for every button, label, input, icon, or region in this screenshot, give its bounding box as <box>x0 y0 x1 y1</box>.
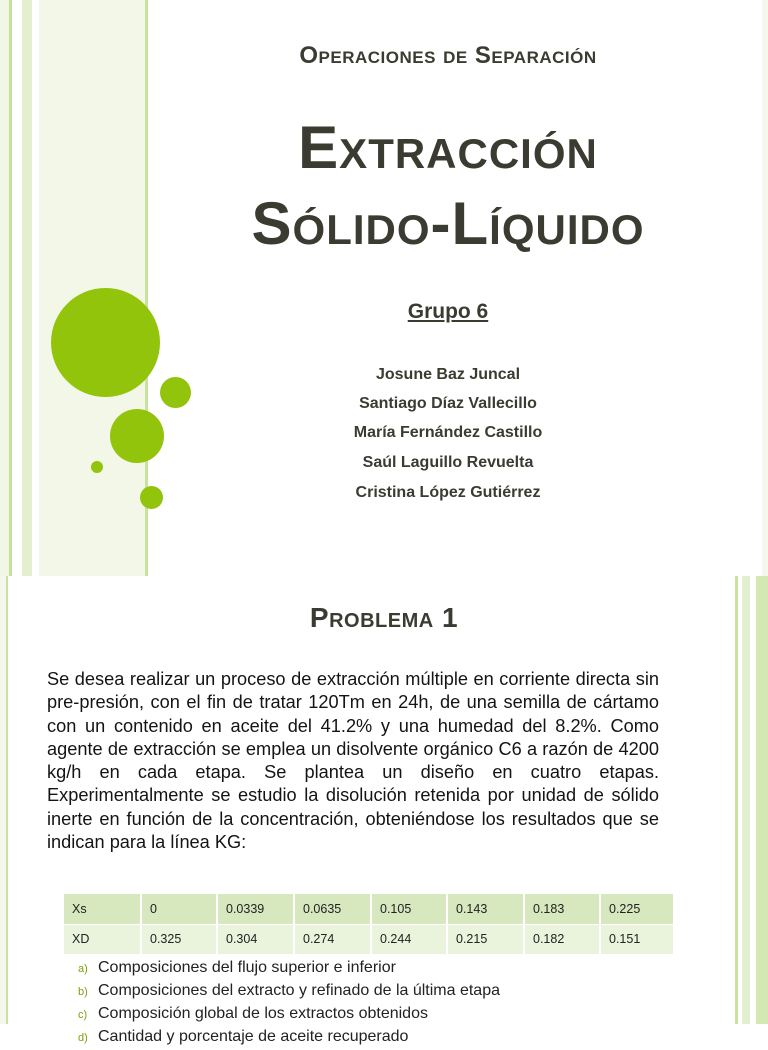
member-name: María Fernández Castillo <box>353 424 543 441</box>
question-text: Composición global de los extractos obtenidos <box>98 1005 428 1022</box>
list-item <box>78 979 500 1002</box>
decor-stripe <box>12 0 22 576</box>
member-name: Josune Baz Juncal <box>375 366 521 383</box>
table-row-label: Xs <box>64 894 141 924</box>
data-table <box>64 894 675 955</box>
member-name: Saúl Laguillo Revuelta <box>362 454 534 471</box>
table-cell: 0 <box>141 894 217 924</box>
presentation-title-line2: Sólido-Líquido <box>251 190 645 257</box>
question-text: Composiciones del extracto y refinado de la última etapa <box>98 982 500 999</box>
decor-stripe <box>39 0 145 576</box>
group-heading: Grupo 6 <box>407 300 489 323</box>
decor-stripe <box>6 576 8 1024</box>
list-item <box>78 1002 500 1025</box>
member-name: Santiago Díaz Vallecillo <box>359 395 537 412</box>
decor-circle <box>91 461 103 473</box>
question-list <box>78 956 500 1048</box>
table-cell: 0.215 <box>447 924 524 954</box>
table-cell: 0.0635 <box>294 894 371 924</box>
presentation-title-line1: Extracción <box>298 114 598 181</box>
list-marker: b) <box>78 986 88 998</box>
list-marker: d) <box>78 1032 88 1044</box>
list-item <box>78 956 500 979</box>
decor-stripe <box>0 0 9 576</box>
table-row <box>64 924 674 954</box>
table-cell: 0.274 <box>294 924 371 954</box>
question-text: Cantidad y porcentaje de aceite recuperado <box>98 1028 409 1045</box>
problem-title: Problema 1 <box>309 602 459 633</box>
decor-stripe <box>742 576 750 1024</box>
question-text: Composiciones del flujo superior e inferior <box>98 959 396 976</box>
problem-statement: Se desea realizar un proceso de extracción múltiple en corriente directa sin pre-presión, con el fin de tratar 120Tm en 24h, de una semilla de cártamo con un contenido en aceite del 41.2% y una humedad del 8.2%. Como agente de extracción se emplea un disolvente orgánico C6 a razón de 4200 kg/h en cada etapa. Se plantea un diseño en cuatro etapas. Experimentalmente se estudio la disolución retenida por unidad de sólido inerte en función de la concentración, obteniéndose los resultados que se indican para la línea KG: <box>47 669 659 853</box>
table-cell: 0.244 <box>371 924 447 954</box>
table-cell: 0.151 <box>600 924 674 954</box>
decor-circle <box>51 288 160 397</box>
decor-stripe <box>32 0 39 576</box>
table-cell: 0.105 <box>371 894 447 924</box>
problem-slide <box>0 576 768 1045</box>
presentation-subtitle: Operaciones de Separación <box>299 42 597 69</box>
list-marker: c) <box>78 1009 88 1021</box>
table-cell: 0.325 <box>141 924 217 954</box>
table-cell: 0.225 <box>600 894 674 924</box>
table-cell: 0.143 <box>447 894 524 924</box>
table-cell: 0.182 <box>524 924 600 954</box>
decor-stripe <box>762 0 768 576</box>
table-row-label: XD <box>64 924 141 954</box>
table-cell: 0.0339 <box>217 894 294 924</box>
list-item <box>78 1025 500 1048</box>
decor-stripe <box>22 0 32 576</box>
member-name: Cristina López Gutiérrez <box>355 484 541 501</box>
table-cell: 0.304 <box>217 924 294 954</box>
decor-stripe <box>756 576 768 1024</box>
table-cell: 0.183 <box>524 894 600 924</box>
list-marker: a) <box>78 963 88 975</box>
table-row <box>64 894 674 924</box>
